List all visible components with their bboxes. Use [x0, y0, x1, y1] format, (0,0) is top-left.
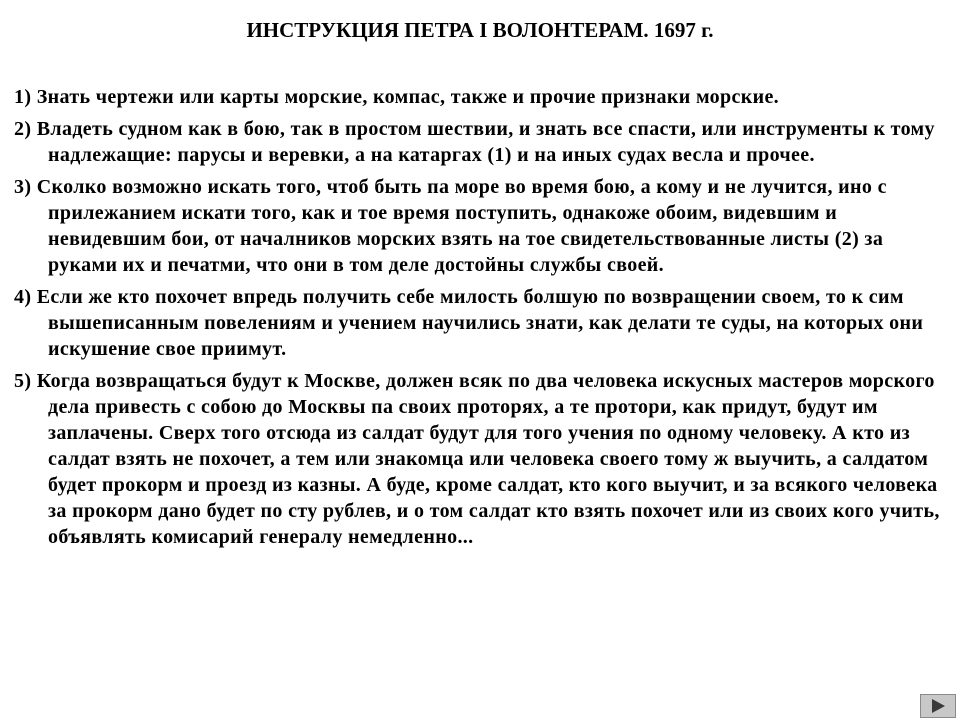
instruction-item-1: 1) Знать чертежи или карты морские, компас, также и прочие признаки морские. [14, 86, 780, 108]
play-arrow-icon [930, 698, 946, 714]
document-title: ИНСТРУКЦИЯ ПЕТРА I ВОЛОНТЕРАМ. 1697 г. [246, 18, 714, 42]
instruction-item-5: 5) Когда возвращаться будут к Москве, должен всяк по два человека искусных мастеров морского дела привесть с собою до Москвы па своих проторях, а те протори, как придут, будут им заплачены. Сверх того отсюда из салдат будут для того учения по одному человеку. А кто из салдат взять не похочет, а тем или знакомца или человека своего тому ж выучить, а салдатом будет прокорм и проезд из казны. А буде, кроме салдат, кто кого выучит, и за всякого человека за прокорм дано будет по сту рублев, и о том салдат кто взять похочет или из своих кого учить, объявлять комисарий генералу немедленно... [14, 370, 940, 548]
instruction-list [14, 84, 948, 556]
next-slide-button[interactable] [920, 694, 956, 718]
instruction-item-2: 2) Владеть судном как в бою, так в простом шествии, и знать все спасти, или инструменты к тому надлежащие: парусы и веревки, а на катаргах (1) и на иных судах весла и прочее. [14, 118, 935, 166]
instruction-item-3: 3) Сколко возможно искать того, чтоб быть па море во время бою, а кому и не лучится, ино с прилежанием искати того, как и тое время поступить, однакоже обоим, видевшим и невидевшим бои, от началников морских взять на тое свидетельствованные листы (2) за руками их и печатми, что они в том деле достойны службы своей. [14, 176, 887, 276]
instruction-item-4: 4) Если же кто похочет впредь получить себе милость болшую по возвращении своем, то к сим вышеписанным повелениям и учением научились знати, как делати те суды, на которых они искушение свое приимут. [14, 286, 924, 360]
